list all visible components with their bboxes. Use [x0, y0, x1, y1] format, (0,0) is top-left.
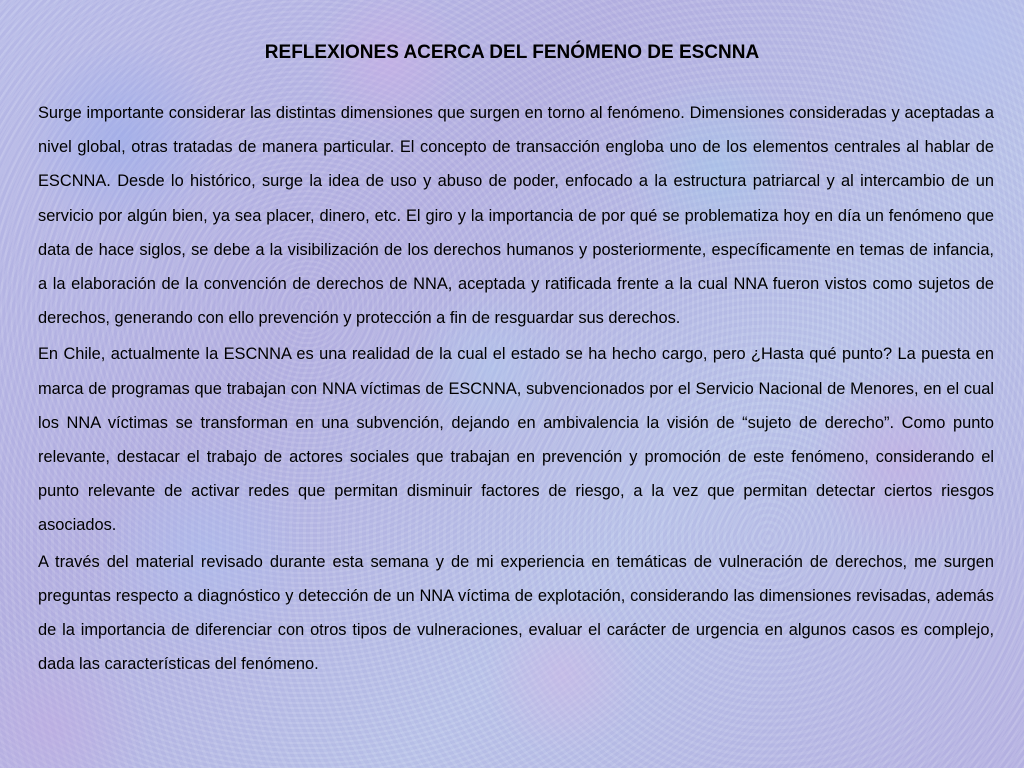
paragraph-2: En Chile, actualmente la ESCNNA es una realidad de la cual el estado se ha hecho cargo, pero ¿Hasta qué punto? La puesta en marca de programas que trabajan con NNA víctimas de ESCNNA, subvencionados por el Servicio Nacional de Menores, en el cual los NNA víctimas se transforman en una subvención, dejando en ambivalencia la visión de “sujeto de derecho”. Como punto relevante, destacar el trabajo de actores sociales que trabajan en prevención y promoción de este fenómeno, considerando el punto relevante de activar redes que permitan disminuir factores de riesgo, a la vez que permitan detectar ciertos riesgos asociados. [38, 345, 994, 535]
paragraph-3: A través del material revisado durante esta semana y de mi experiencia en temáticas de vulneración de derechos, me surgen preguntas respecto a diagnóstico y detección de un NNA víctima de explotación, considerando las dimensiones revisadas, además de la importancia de diferenciar con otros tipos de vulneraciones, evaluar el carácter de urgencia en algunos casos es complejo, dada las características del fenómeno. [38, 552, 994, 674]
slide-body [38, 96, 994, 683]
slide-title: REFLEXIONES ACERCA DEL FENÓMENO DE ESCNNA [264, 42, 760, 63]
paragraph-1: Surge importante considerar las distintas dimensiones que surgen en torno al fenómeno. Dimensiones consideradas y aceptadas a nivel global, otras tratadas de manera particular. El concepto de transacción engloba uno de los elementos centrales al hablar de ESCNNA. Desde lo histórico, surge la idea de uso y abuso de poder, enfocado a la estructura patriarcal y al intercambio de un servicio por algún bien, ya sea placer, dinero, etc. El giro y la importancia de por qué se problematiza hoy en día un fenómeno que data de hace siglos, se debe a la visibilización de los derechos humanos y posteriormente, específicamente en temas de infancia, a la elaboración de la convención de derechos de NNA, aceptada y ratificada frente a la cual NNA fueron vistos como sujetos de derechos, generando con ello prevención y protección a fin de resguardar sus derechos. [38, 104, 994, 328]
